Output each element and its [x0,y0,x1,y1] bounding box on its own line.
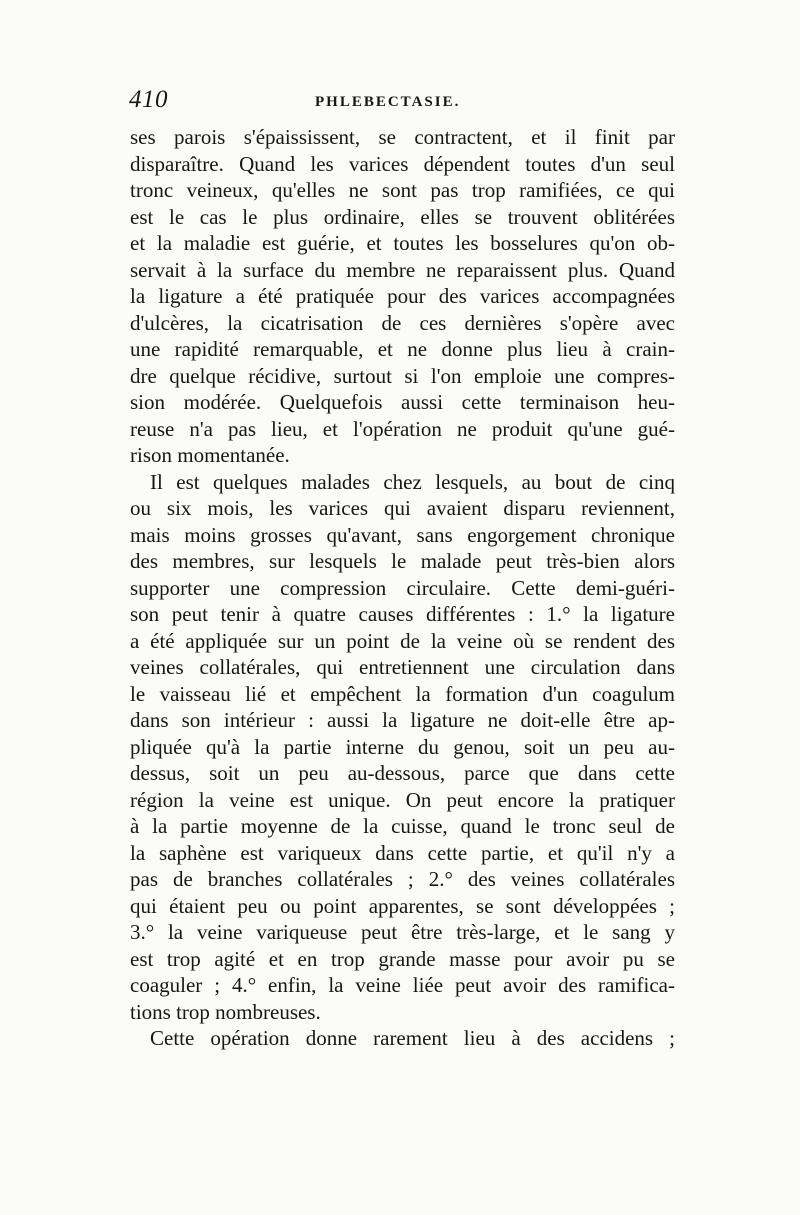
text-line: la ligature a été pratiquée pour des varices accompagnées [130,284,675,308]
text-line: servait à la surface du membre ne reparaissent plus. Quand [130,257,675,282]
text-line: le vaisseau lié et empêchent la formation d'un coagulum [130,681,675,706]
text-line: région la veine est unique. On peut encore la pratiquer [130,787,675,812]
paragraph-3 [130,1025,675,1052]
text-line: sion modérée. Quelquefois aussi cette terminaison heu- [130,390,675,414]
text-line: tronc veineux, qu'elles ne sont pas trop ramifiées, ce qui [130,178,675,202]
body-text [130,124,675,1052]
text-line: pliquée qu'à la partie interne du genou, soit un peu au- [130,734,675,759]
text-line: mais moins grosses qu'avant, sans engorgement chronique [130,522,675,547]
text-line: disparaître. Quand les varices dépendent toutes d'un seul [130,151,675,176]
text-line: son peut tenir à quatre causes différentes : 1.° la ligature [130,602,675,626]
text-line: une rapidité remarquable, et ne donne plus lieu à crain- [130,337,675,361]
text-line: veines collatérales, qui entretiennent une circulation dans [130,655,675,679]
text-line: dans son intérieur : aussi la ligature ne doit-elle être ap- [130,708,675,732]
text-line: 3.° la veine variqueuse peut être très-large, et le sang y [130,920,675,944]
text-line: Cette opération donne rarement lieu à des accidens ; [150,1026,675,1050]
text-line: et la maladie est guérie, et toutes les bosselures qu'on ob- [130,231,675,255]
text-line: tions trop nombreuses. [130,999,321,1024]
text-line: est le cas le plus ordinaire, elles se trouvent oblitérées [130,204,675,229]
text-line: d'ulcères, la cicatrisation de ces dernières s'opère avec [130,310,675,335]
paragraph-1 [130,124,675,469]
text-line: ses parois s'épaississent, se contractent, et il finit par [130,125,675,149]
text-line: dessus, soit un peu au-dessous, parce que dans cette [130,761,675,785]
text-line: des membres, sur lesquels le malade peut très-bien alors [130,549,675,573]
text-line: qui étaient peu ou point apparentes, se sont développées ; [130,893,675,918]
text-line: coaguler ; 4.° enfin, la veine liée peut avoir des ramifica- [130,973,675,997]
text-line: reuse n'a pas lieu, et l'opération ne produit qu'une gué- [130,416,675,441]
text-line: supporter une compression circulaire. Cette demi-guéri- [130,575,675,600]
text-line: rison momentanée. [130,443,290,467]
text-line: à la partie moyenne de la cuisse, quand le tronc seul de [130,814,675,838]
page-number: 410 [129,86,168,113]
page-header [125,86,685,116]
paragraph-2 [130,469,675,1026]
text-line: ou six mois, les varices qui avaient disparu reviennent, [130,496,675,520]
text-line: dre quelque récidive, surtout si l'on emploie une compres- [130,363,675,388]
text-line: a été appliquée sur un point de la veine où se rendent des [130,628,675,653]
text-line: la saphène est variqueux dans cette partie, et qu'il n'y a [130,840,675,865]
running-title: PHLEBECTASIE. [315,94,461,110]
text-line: est trop agité et en trop grande masse pour avoir pu se [130,946,675,971]
text-line: Il est quelques malades chez lesquels, au bout de cinq [150,469,675,494]
text-line: pas de branches collatérales ; 2.° des veines collatérales [130,867,675,891]
